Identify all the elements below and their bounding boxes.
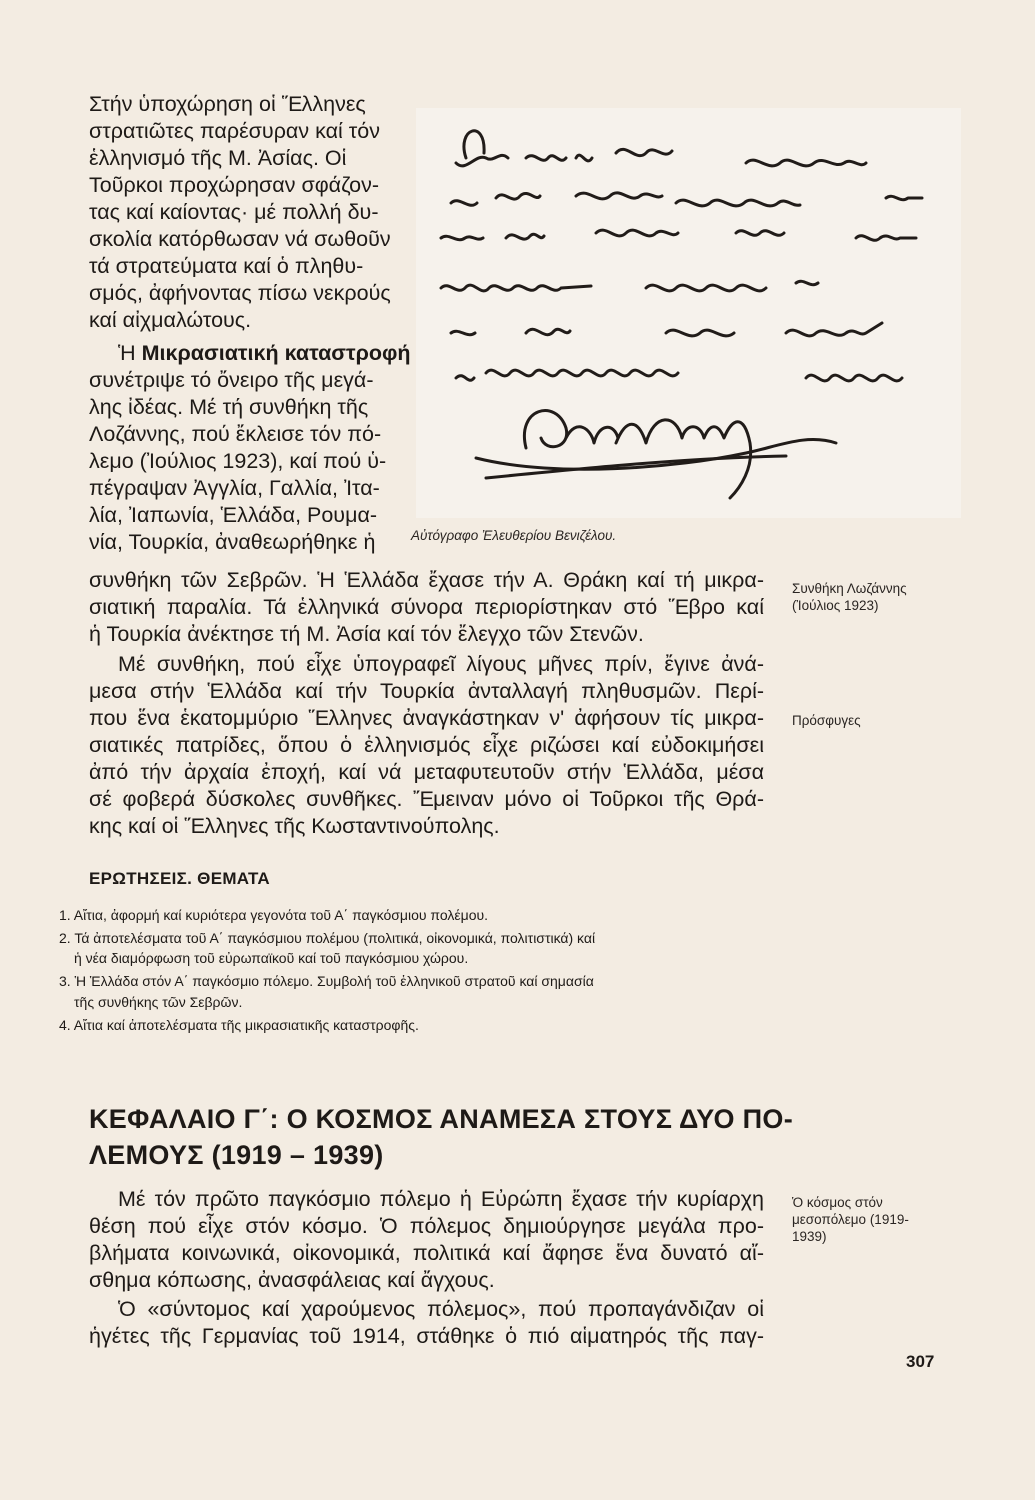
margin-note-interwar <box>792 1194 962 1245</box>
questions-heading: ΕΡΩΤΗΣΕΙΣ. ΘΕΜΑΤΑ <box>89 869 270 888</box>
text-line: ἀπό τήν ἀρχαία ἐποχή, καί νά μεταφυτευτοῦν στήν Ἑλλάδα, μέσα <box>89 760 764 784</box>
question-item-continued: τῆς συνθήκης τῶν Σεβρῶν. <box>74 994 243 1010</box>
margin-note-line: Ὁ κόσμος στόν <box>792 1195 883 1210</box>
text-line: που ἕνα ἑκατομμύριο Ἕλληνες ἀναγκάστηκαν ν' ἀφήσουν τίς μικρα- <box>89 706 764 730</box>
text-line: Μέ τόν πρῶτο παγκόσμιο πόλεμο ἡ Εὐρώπη ἔχασε τήν κυρίαρχη <box>118 1187 764 1211</box>
margin-note-lausanne <box>792 580 962 614</box>
text-line: σιατική παραλία. Τά ἑλληνικά σύνορα περιορίστηκαν στό Ἕβρο καί <box>89 595 764 619</box>
margin-note-line: Συνθήκη Λωζάννης <box>792 581 907 596</box>
text-line: ἡγέτες τῆς Γερμανίας τοῦ 1914, στάθηκε ὁ πιό αἱματηρός τῆς παγ- <box>89 1324 764 1348</box>
page-number: 307 <box>906 1352 935 1371</box>
text-line: τας καί καίοντας· μέ πολλή δυ- <box>89 200 379 224</box>
catastrophe-line <box>118 341 411 365</box>
text-line: τά στρατεύματα καί ὁ πληθυ- <box>89 254 364 278</box>
autograph-image <box>416 108 961 518</box>
question-item: 2. Τά ἀποτελέσματα τοῦ Α΄ παγκόσμιου πολέμου (πολιτικά, οἰκονομικά, πολιτιστικά) καί <box>59 930 596 946</box>
chapter-title-line-2: ΛΕΜΟΥΣ (1919 – 1939) <box>89 1140 384 1170</box>
text-line: Λοζάννης, πού ἔκλεισε τόν πό- <box>89 422 382 446</box>
text-line: ἑλληνισμό τῆς Μ. Ἀσίας. Οἱ <box>89 146 347 170</box>
text-line: νία, Τουρκία, ἀναθεωρήθηκε ἡ <box>89 530 376 554</box>
text-line: Στήν ὑποχώρηση οἱ Ἕλληνες <box>89 92 366 116</box>
text-line: σθημα κόπωσης, ἀνασφάλειας καί ἄγχους. <box>89 1268 495 1292</box>
text-line: μεσα στήν Ἑλλάδα καί τήν Τουρκία ἀνταλλαγή πληθυσμῶν. Περί- <box>89 679 764 703</box>
text-line: πέγραψαν Ἀγγλία, Γαλλία, Ἰτα- <box>89 476 380 500</box>
handwriting-drawing <box>416 108 961 518</box>
text-line: κης καί οἱ Ἕλληνες τῆς Κωσταντινούπολης. <box>89 814 500 838</box>
question-item: 4. Αἴτια καί ἀποτελέσματα τῆς μικρασιατικῆς καταστροφῆς. <box>59 1017 419 1033</box>
text-line: Τοῦρκοι προχώρησαν σφάζον- <box>89 173 380 197</box>
text-line: ἡ Τουρκία ἀνέκτησε τή Μ. Ἀσία καί τόν ἔλεγχο τῶν Στενῶν. <box>89 622 644 646</box>
margin-note-refugees: Πρόσφυγες <box>792 713 861 728</box>
text-line: σέ φοβερά δύσκολες συνθῆκες. Ἔμειναν μόνο οἱ Τοῦρκοι τῆς Θρά- <box>89 787 764 811</box>
chapter-title-line-1: ΚΕΦΑΛΑΙΟ Γ΄: Ο ΚΟΣΜΟΣ ΑΝΑΜΕΣΑ ΣΤΟΥΣ ΔΥΟ ΠΟ- <box>89 1104 794 1134</box>
text-line: στρατιῶτες παρέσυραν καί τόν <box>89 119 380 143</box>
text-line: λεμο (Ἰούλιος 1923), καί πού ὑ- <box>89 449 387 473</box>
text-line: λης ἰδέας. Μέ τή συνθήκη τῆς <box>89 395 369 419</box>
question-item-continued: ἡ νέα διαμόρφωση τοῦ εὐρωπαϊκοῦ καί τοῦ παγκόσμιου χώρου. <box>74 950 469 966</box>
text-line: σμός, ἀφήνοντας πίσω νεκρούς <box>89 281 391 305</box>
bold-term: Μικρασιατική καταστροφή <box>141 341 411 365</box>
image-caption: Αὐτόγραφο Ἐλευθερίου Βενιζέλου. <box>411 528 617 543</box>
question-item: 1. Αἴτια, ἀφορμή καί κυριότερα γεγονότα τοῦ Α΄ παγκόσμιου πολέμου. <box>59 907 489 923</box>
text-line: βλήματα κοινωνικά, οἰκονομικά, πολιτικά καί ἄφησε ἕνα δυνατό αἴ- <box>89 1241 764 1265</box>
text-line: Μέ συνθήκη, πού εἶχε ὑπογραφεῖ λίγους μῆνες πρίν, ἔγινε ἀνά- <box>118 652 764 676</box>
margin-note-line: 1939) <box>792 1229 827 1244</box>
text-line: σκολία κατόρθωσαν νά σωθοῦν <box>89 227 391 251</box>
text-line: καί αἰχμαλώτους. <box>89 308 252 332</box>
margin-note-line: (Ἰούλιος 1923) <box>792 598 879 613</box>
text-line: Ὁ «σύντομος καί χαρούμενος πόλεμος», πού προπαγάνδιζαν οἱ <box>118 1297 764 1321</box>
text-prefix: Ἡ <box>118 341 136 365</box>
text-line: λία, Ἰαπωνία, Ἑλλάδα, Ρουμα- <box>89 503 378 527</box>
margin-note-line: μεσοπόλεμο (1919- <box>792 1212 909 1227</box>
text-line: συνθήκη τῶν Σεβρῶν. Ἡ Ἑλλάδα ἔχασε τήν Α. Θράκη καί τή μικρα- <box>89 568 764 592</box>
text-line: συνέτριψε τό ὄνειρο τῆς μεγά- <box>89 368 374 392</box>
question-item: 3. Ἡ Ἑλλάδα στόν Α΄ παγκόσμιο πόλεμο. Συμβολή τοῦ ἑλληνικοῦ στρατοῦ καί σημασία <box>59 973 594 989</box>
text-line: θέση πού εἶχε στόν κόσμο. Ὁ πόλεμος δημιούργησε μεγάλα προ- <box>89 1214 764 1238</box>
text-line: σιατικές πατρίδες, ὅπου ὁ ἑλληνισμός εἶχε ριζώσει καί εὐδοκιμήσει <box>89 733 764 757</box>
